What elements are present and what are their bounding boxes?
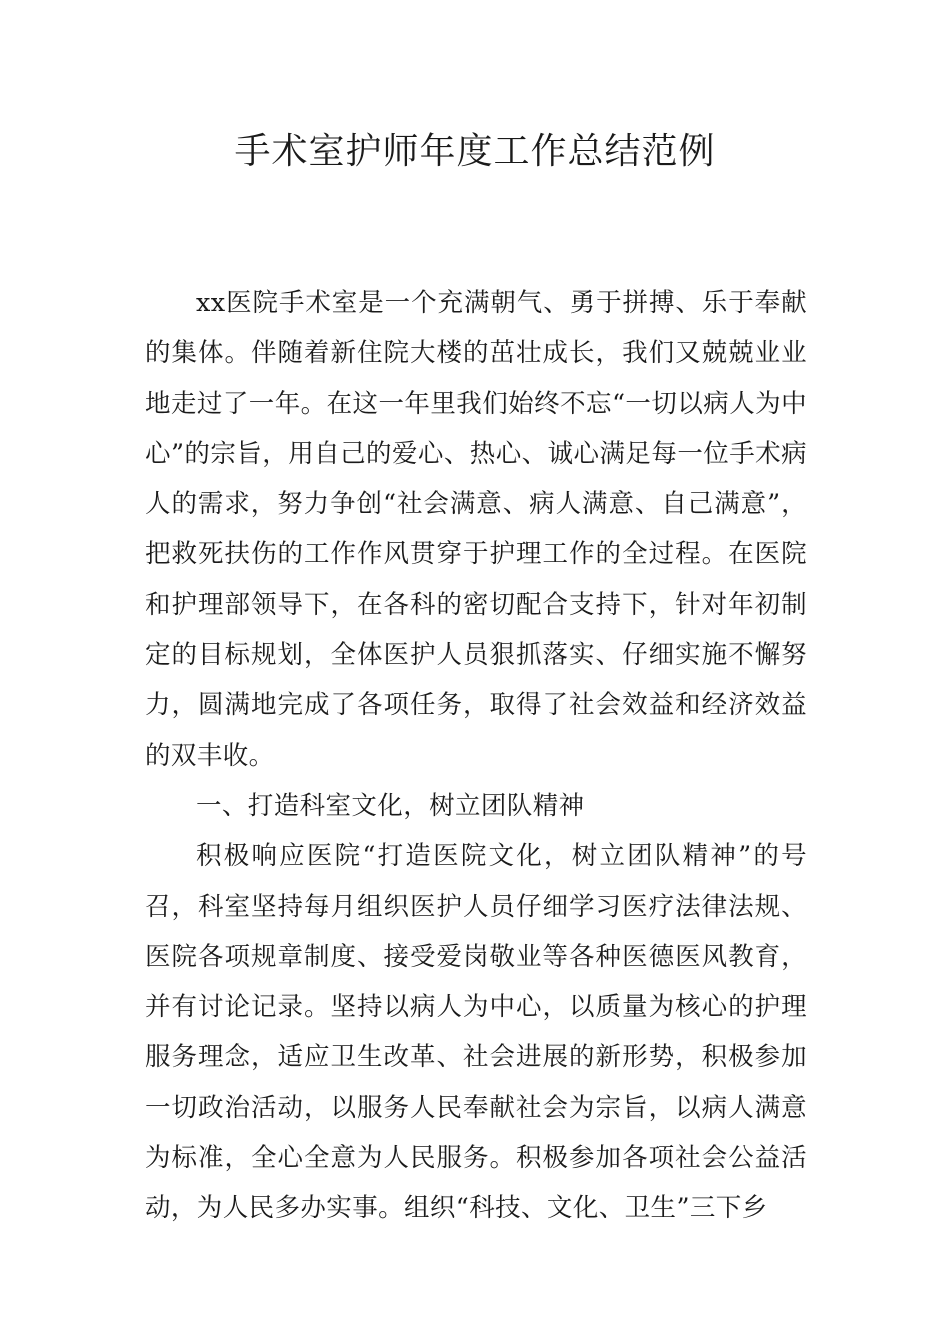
paragraph-section-1: 积极响应医院“打造医院文化，树立团队精神”的号召，科室坚持每月组织医护人员仔细学习医疗法律法规、医院各项规章制度、接受爱岗敬业等各种医德医风教育，并有讨论记录。坚持以病人为中心，以质量为核心的护理服务理念，适应卫生改革、社会进展的新形势，积极参加一切政治活动，以服务人民奉献社会为宗旨，以病人满意为标准，全心全意为人民服务。积极参加各项社会公益活动，为人民多办实事。组织“科技、文化、卫生”三下乡 xyxy=(145,841,807,1224)
section-heading-1: 一、打造科室文化，树立团队精神 xyxy=(196,790,585,821)
document-title: 手术室护师年度工作总结范例 xyxy=(234,131,716,172)
document-body xyxy=(145,278,807,1234)
paragraph-intro: xx医院手术室是一个充满朝气、勇于拼搏、乐于奉献的集体。伴随着新住院大楼的茁壮成长，我们又兢兢业业地走过了一年。在这一年里我们始终不忘“一切以病人为中心”的宗旨，用自己的爱心、热心、诚心满足每一位手术病人的需求，努力争创“社会满意、病人满意、自己满意”，把救死扶伤的工作作风贯穿于护理工作的全过程。在医院和护理部领导下，在各科的密切配合支持下，针对年初制定的目标规划，全体医护人员狠抓落实、仔细实施不懈努力，圆满地完成了各项任务，取得了社会效益和经济效益的双丰收。 xyxy=(145,288,807,771)
